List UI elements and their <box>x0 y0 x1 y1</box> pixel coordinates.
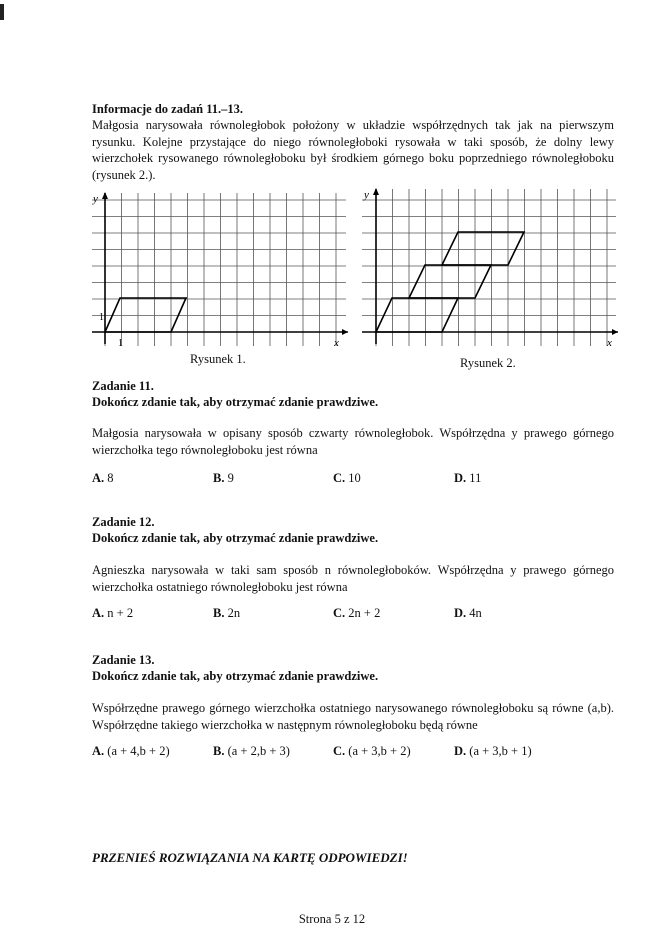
task-12-text: Agnieszka narysowała w taki sam sposób n równoległoboków. Współrzędna y prawego górnego wierzchołka ostatniego równoległoboku jest równa <box>92 563 614 594</box>
figure-1 <box>90 190 350 350</box>
x-axis-label: x <box>607 337 612 348</box>
figure-2-caption: Rysunek 2. <box>460 356 516 370</box>
tick-y-1: 1 <box>99 312 104 323</box>
answer-b[interactable]: B. 2n <box>213 606 241 620</box>
answer-b[interactable]: B. (a + 2,b + 3) <box>213 744 290 758</box>
answer-d[interactable]: D. (a + 3,b + 1) <box>454 744 532 758</box>
info-paragraph: Małgosia narysowała równoległobok położony w układzie współrzędnych tak jak na pierwszym rysunku. Kolejne przystające do niego równoległoboki rysowała w taki sposób, że dolny lewy wierzchołek rysowanego równoległoboku był środkiem górnego boku poprzedniego równoległoboku (rysunek 2.). <box>92 118 614 182</box>
answer-b[interactable]: B. 9 <box>213 471 234 485</box>
task-12-title: Zadanie 12. <box>92 515 155 529</box>
answer-d[interactable]: D. 11 <box>454 471 482 485</box>
parallelogram-1 <box>105 298 186 332</box>
answer-c[interactable]: C. (a + 3,b + 2) <box>333 744 411 758</box>
y-axis-label: y <box>364 189 369 201</box>
task-11-text: Małgosia narysowała w opisany sposób czwarty równoległobok. Współrzędna y prawego górnego wierzchołka tego równoległoboku jest równa <box>92 426 614 457</box>
parallelogram-1 <box>376 298 458 332</box>
y-axis-label: y <box>93 193 98 205</box>
task-12-instruction: Dokończ zdanie tak, aby otrzymać zdanie prawdziwe. <box>92 531 379 545</box>
task-13-answers <box>92 744 612 762</box>
task-13-text: Współrzędne prawego górnego wierzchołka ostatniego narysowanego równoległoboku są równe (a,b). Współrzędne takiego wierzchołka w następnym równoległoboku będą równe <box>92 701 614 732</box>
x-axis-label: x <box>334 337 339 349</box>
answer-c[interactable]: C. 10 <box>333 471 361 485</box>
info-heading: Informacje do zadań 11.–13. <box>92 102 244 116</box>
answer-c[interactable]: C. 2n + 2 <box>333 606 381 620</box>
task-11-answers <box>92 471 612 489</box>
answer-a[interactable]: A. n + 2 <box>92 606 134 620</box>
footer-instruction: PRZENIEŚ ROZWIĄZANIA NA KARTĘ ODPOWIEDZI! <box>92 850 408 865</box>
answer-a[interactable]: A. (a + 4,b + 2) <box>92 744 170 758</box>
task-11-title: Zadanie 11. <box>92 379 154 393</box>
task-13-instruction: Dokończ zdanie tak, aby otrzymać zdanie prawdziwe. <box>92 669 379 683</box>
parallelogram-2 <box>409 265 491 298</box>
tick-x-1: 1 <box>118 338 123 349</box>
answer-d[interactable]: D. 4n <box>454 606 482 620</box>
answer-a[interactable]: A. 8 <box>92 471 114 485</box>
task-12-answers <box>92 606 612 624</box>
task-13-title: Zadanie 13. <box>92 653 155 667</box>
page-number: Strona 5 z 12 <box>298 912 366 926</box>
task-11-instruction: Dokończ zdanie tak, aby otrzymać zdanie prawdziwe. <box>92 395 379 409</box>
figure-2 <box>360 186 620 348</box>
page-edge-mark <box>0 4 4 20</box>
figure-1-caption: Rysunek 1. <box>190 352 246 366</box>
